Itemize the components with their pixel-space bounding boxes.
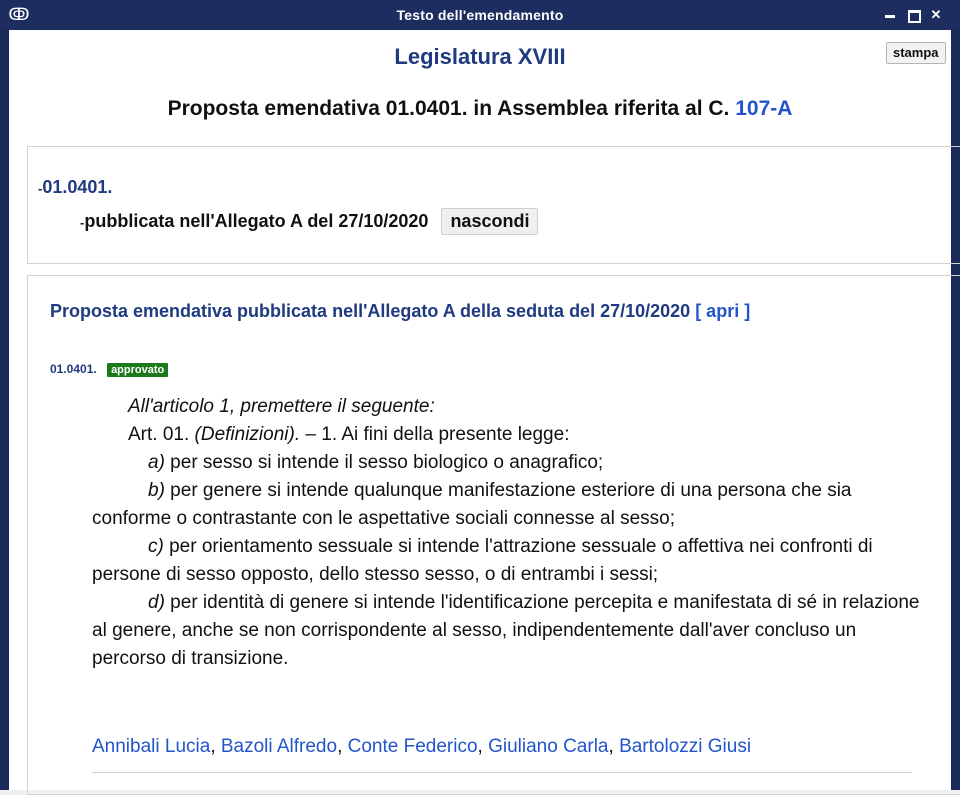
close-icon[interactable]: ✕ [930, 7, 942, 22]
code-row [50, 362, 168, 377]
bullet-marker: - [80, 215, 85, 230]
proposta-title-text: Proposta emendativa 01.0401. in Assemblea riferita al C. [167, 97, 730, 120]
open-link[interactable]: [ apri ] [695, 301, 751, 321]
legislatura-heading: Legislatura XVIII [394, 44, 566, 69]
signer-link[interactable]: Bartolozzi Giusi [619, 736, 752, 757]
bullet-marker: - [38, 181, 43, 196]
signer-link[interactable]: Bazoli Alfredo [220, 736, 338, 757]
published-row [80, 208, 538, 235]
detail-heading [50, 298, 910, 325]
print-button[interactable]: stampa [886, 42, 946, 64]
title-bar[interactable] [0, 0, 960, 30]
detail-box [27, 275, 960, 795]
signer-link[interactable]: Annibali Lucia [92, 736, 211, 757]
status-badge: approvato [107, 363, 168, 377]
signer-link[interactable]: Giuliano Carla [488, 736, 609, 757]
content-area [9, 30, 951, 790]
window-title: Testo dell'emendamento [396, 7, 564, 23]
definition-item: b) per genere si intende qualunque manifestazione esteriore di una persona che sia conforme o contrastante con le aspettative sociali connesse al sesso; [92, 480, 852, 529]
divider [92, 772, 912, 773]
hide-button[interactable]: nascondi [441, 208, 538, 235]
intro-line: All'articolo 1, premettere il seguente: [128, 396, 435, 417]
definition-item: c) per orientamento sessuale si intende l'attrazione sessuale o affettiva nei confronti di persone di sesso opposto, dello stesso sesso, o di entrambi i sessi; [92, 536, 873, 585]
maximize-icon[interactable] [905, 8, 921, 22]
summary-box [27, 146, 960, 264]
definition-item: d) per identità di genere si intende l'identificazione percepita e manifestata di sé in relazione al genere, anche se non corrispondente al sesso, indipendentemente dall'aver concluso un percorso di transizione. [92, 592, 920, 669]
article-line: Art. 01. (Definizioni). – 1. Ai fini della presente legge: [128, 424, 570, 445]
scroll-icon[interactable]: ↂ [8, 5, 30, 24]
proposta-title [9, 97, 951, 121]
amendment-number-row [38, 177, 112, 198]
published-text: pubblicata nell'Allegato A del 27/10/2020 [84, 211, 429, 231]
amendment-text [92, 393, 922, 673]
proposta-ref-link[interactable]: 107-A [735, 97, 793, 120]
signer-link[interactable]: Conte Federico [347, 736, 478, 757]
signers-list: Annibali Lucia, Bazoli Alfredo, Conte Federico, Giuliano Carla, Bartolozzi Giusi [92, 736, 752, 757]
minimize-icon[interactable] [882, 8, 898, 22]
amendment-code: 01.0401. [50, 362, 97, 376]
detail-heading-text: Proposta emendativa pubblicata nell'Allegato A della seduta del 27/10/2020 [50, 301, 691, 321]
amendment-number[interactable]: 01.0401. [42, 177, 113, 197]
definition-item: a) per sesso si intende il sesso biologico o anagrafico; [148, 452, 604, 473]
